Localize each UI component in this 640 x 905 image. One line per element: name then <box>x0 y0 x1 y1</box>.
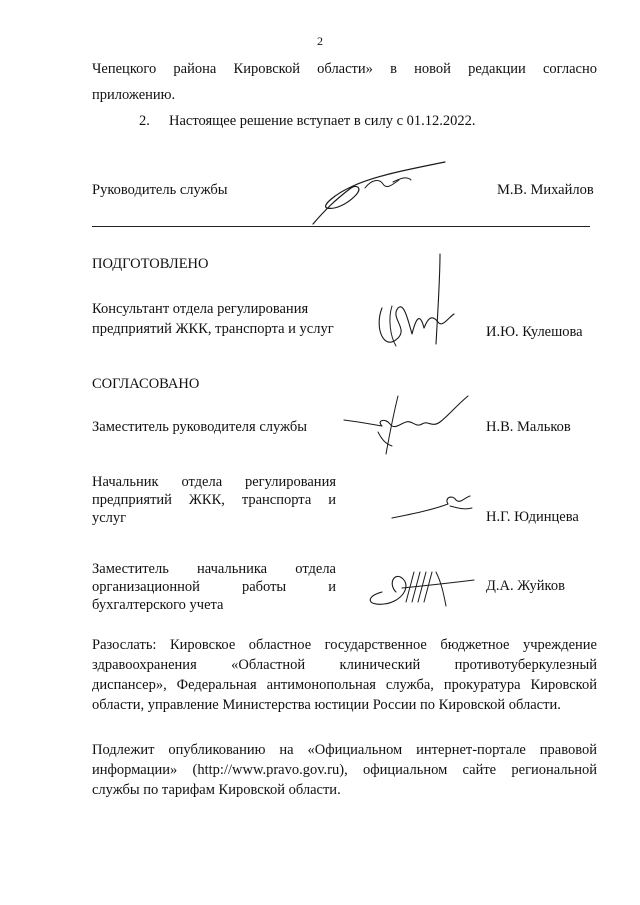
prepared-position <box>92 299 334 339</box>
signer-3-name: Д.А. Жуйков <box>486 578 565 594</box>
head-title: Руководитель службы <box>92 182 228 198</box>
publication-line-2: информации» (http://www.pravo.gov.ru), официальном сайте региональной <box>92 762 597 778</box>
distribution-line-2: здравоохранения «Областной клинический противотуберкулезный <box>92 657 597 673</box>
item-2-text: Настоящее решение вступает в силу с 01.12.2022. <box>169 113 476 129</box>
prepared-header: ПОДГОТОВЛЕНО <box>92 256 209 272</box>
agreed-header: СОГЛАСОВАНО <box>92 376 200 392</box>
signer-1-position: Заместитель руководителя службы <box>92 419 308 435</box>
prepared-name: И.Ю. Кулешова <box>486 324 583 340</box>
horizontal-rule <box>92 226 590 227</box>
page-number: 2 <box>317 34 323 48</box>
head-name: М.В. Михайлов <box>497 182 594 198</box>
signer-3-position-line-1: Заместитель начальника отдела <box>92 561 336 577</box>
signer-2-position-line-1: Начальник отдела регулирования <box>92 474 336 490</box>
signer-2-position-line-2: предприятий ЖКК, транспорта и <box>92 492 336 508</box>
prepared-position-line-2: предприятий ЖКК, транспорта и услуг <box>92 321 334 337</box>
distribution-line-4: области, управление Министерства юстиции России по Кировской области. <box>92 697 561 713</box>
signer-3-signature-image <box>362 562 482 610</box>
signer-1-name: Н.В. Мальков <box>486 419 571 435</box>
intro-line-1: Чепецкого района Кировской области» в новой редакции согласно <box>92 61 597 77</box>
signer-1-signature-image <box>340 392 480 462</box>
item-2-number: 2. <box>139 113 150 129</box>
publication-line-3: службы по тарифам Кировской области. <box>92 782 341 798</box>
prepared-position-line-1: Консультант отдела регулирования <box>92 301 309 317</box>
publication-line-1: Подлежит опубликованию на «Официальном интернет-портале правовой <box>92 742 597 758</box>
distribution-line-3: диспансер», Федеральная антимонопольная служба, прокуратура Кировской <box>92 677 597 693</box>
signer-2-position-line-3: услуг <box>92 510 127 526</box>
prepared-signature-image <box>368 248 468 358</box>
intro-line-2: приложению. <box>92 87 176 103</box>
distribution-line-1: Разослать: Кировское областное государственное бюджетное учреждение <box>92 637 597 653</box>
signer-2-signature-image <box>388 490 478 524</box>
signer-3-position-line-3: бухгалтерского учета <box>92 597 224 613</box>
signer-2-name: Н.Г. Юдинцева <box>486 509 579 525</box>
signer-3-position-line-2: организационной работы и <box>92 579 336 595</box>
head-signature-image <box>305 158 465 230</box>
